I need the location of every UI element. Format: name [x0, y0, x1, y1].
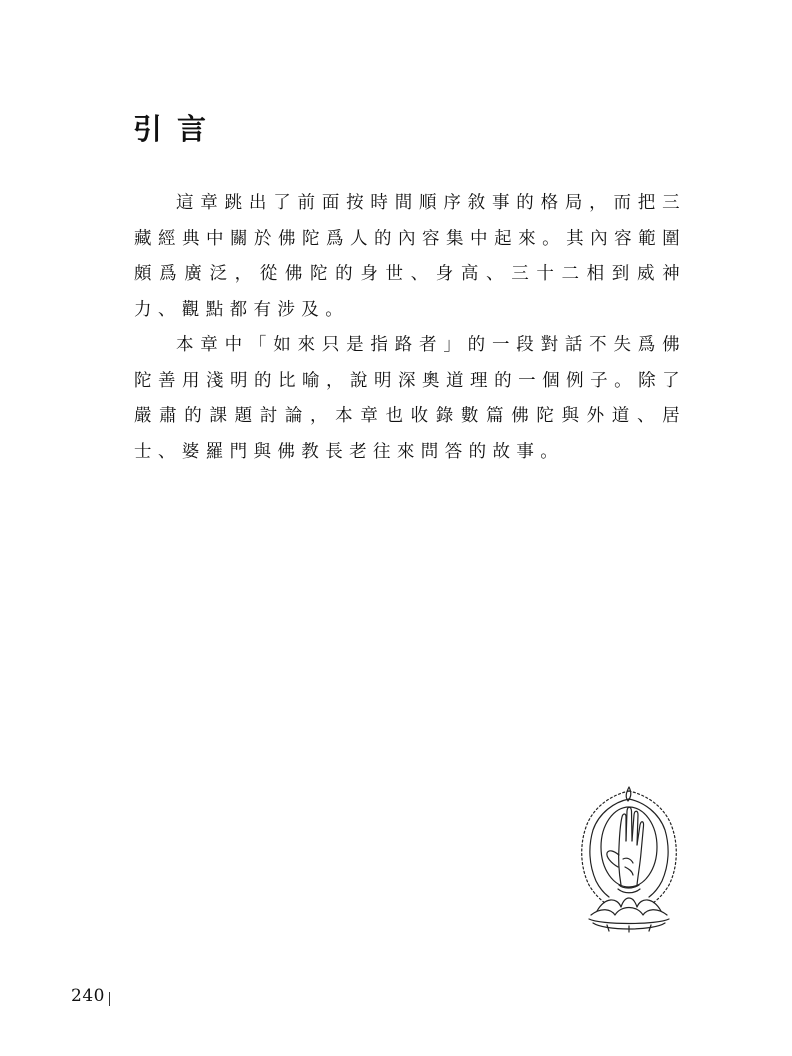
page-number: 240 — [71, 986, 105, 1006]
intro-paragraph-2: 本章中「如來只是指路者」的一段對話不失爲佛陀善用淺明的比喻，說明深奧道理的一個例子。除了嚴肅的課題討論，本章也收錄數篇佛陀與外道、居士、婆羅門與佛教長老往來問答的故事。 — [134, 335, 686, 462]
intro-paragraph-1: 這章跳出了前面按時間順序敘事的格局，而把三藏經典中關於佛陀爲人的內容集中起來。其內容範圍頗爲廣泛，從佛陀的身世、身高、三十二相到威神力、觀點都有涉及。 — [134, 193, 686, 320]
page-number-divider — [109, 992, 110, 1006]
chapter-title: 引言 — [133, 112, 222, 146]
body-text — [134, 186, 686, 470]
buddha-hand-lotus-icon — [571, 785, 687, 933]
